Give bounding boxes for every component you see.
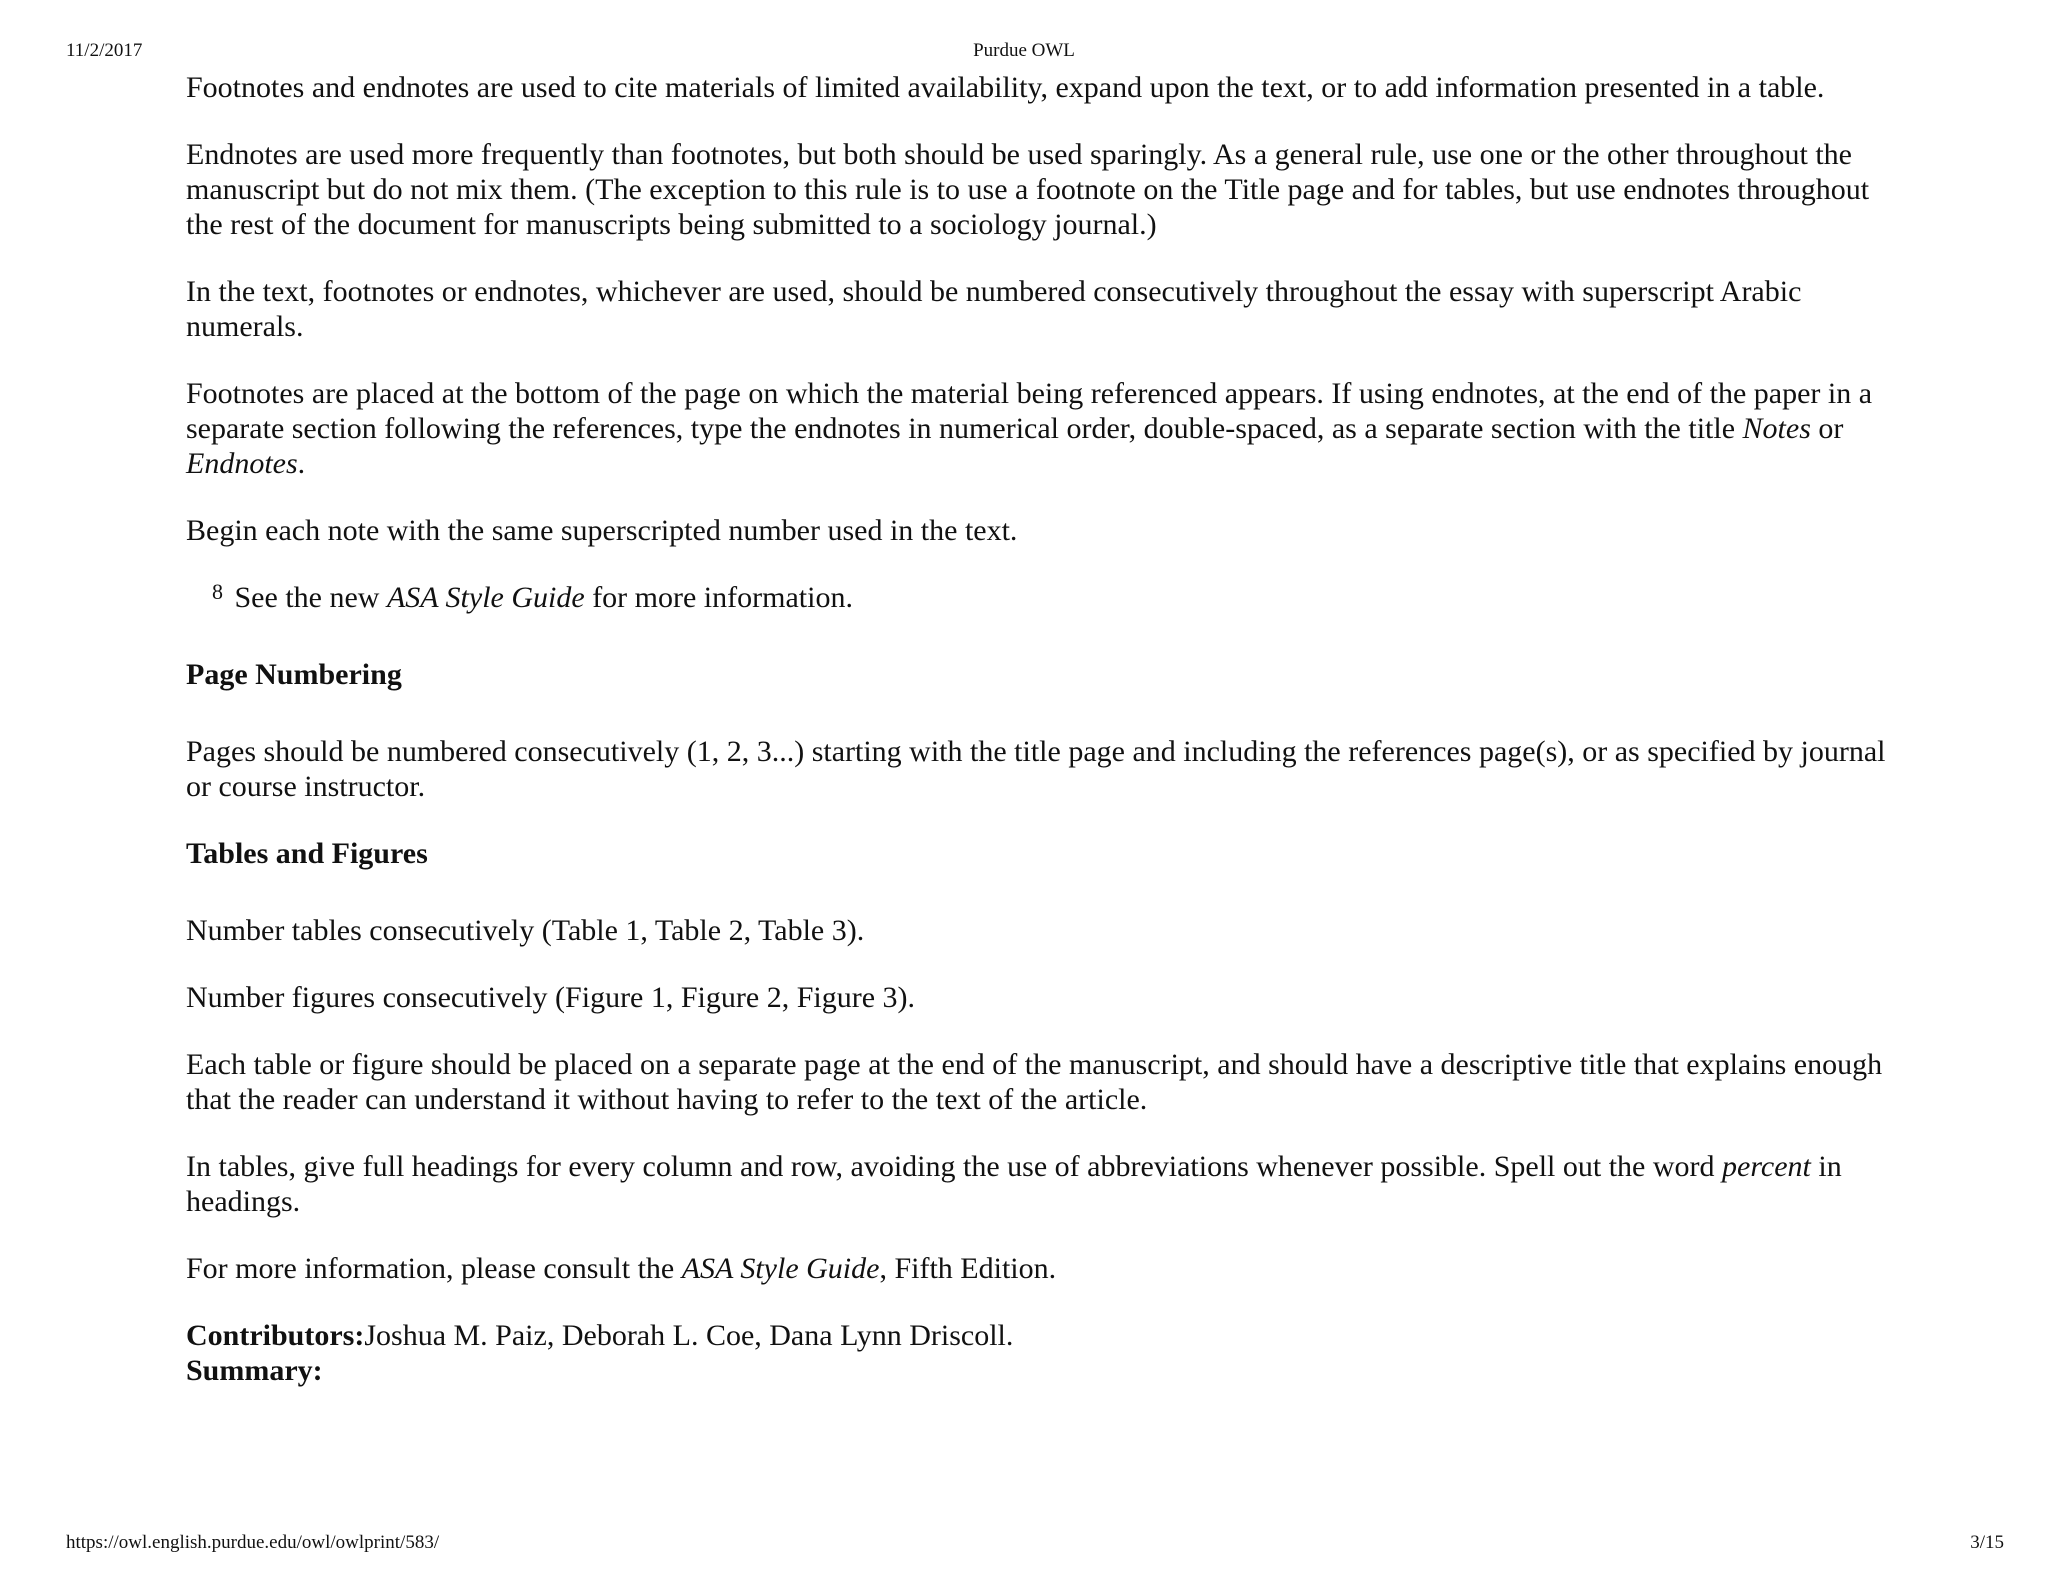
page-number: 3/15 xyxy=(1970,1532,2004,1553)
footnote-number: 8 xyxy=(212,579,223,604)
text-run: . xyxy=(297,447,306,480)
text-run: , Fifth Edition. xyxy=(879,1252,1057,1285)
paragraph-more-info xyxy=(186,1251,1906,1286)
summary-line xyxy=(186,1353,1906,1388)
paragraph-table-placement: Each table or figure should be placed on a separate page at the end of the manuscript, and should have a descriptive title that explains enough that the reader can understand it without having to refer to the text of the article. xyxy=(186,1048,1883,1116)
text-run: For more information, please consult the xyxy=(186,1252,682,1285)
emphasis-style-guide: ASA Style Guide xyxy=(386,581,585,614)
paragraph-number-figures: Number figures consecutively (Figure 1, Figure 2, Figure 3). xyxy=(186,981,916,1014)
emphasis-notes: Notes xyxy=(1742,412,1811,445)
print-header xyxy=(0,40,2048,64)
paragraph-begin-note: Begin each note with the same superscripted number used in the text. xyxy=(186,514,1018,547)
paragraph-footnotes-purpose: Footnotes and endnotes are used to cite materials of limited availability, expand upon the text, or to add information presented in a table. xyxy=(186,71,1825,104)
summary-label: Summary: xyxy=(186,1354,323,1387)
text-run: in headings. xyxy=(186,1150,1842,1218)
contributors-line xyxy=(186,1318,1906,1353)
contributors-value: Joshua M. Paiz, Deborah L. Coe, Dana Lynn Driscoll. xyxy=(364,1319,1014,1352)
text-run: In tables, give full headings for every column and row, avoiding the use of abbreviations whenever possible. Spell out the word xyxy=(186,1150,1723,1183)
emphasis-style-guide: ASA Style Guide xyxy=(681,1252,880,1285)
page-url: https://owl.english.purdue.edu/owl/owlprint/583/ xyxy=(66,1532,440,1553)
paragraph-page-numbering: Pages should be numbered consecutively (1, 2, 3...) starting with the title page and including the references page(s), or as specified by journal or course instructor. xyxy=(186,735,1886,803)
document-body xyxy=(186,70,1906,1388)
text-run: Footnotes are placed at the bottom of the page on which the material being referenced appears. If using endnotes, at the end of the paper in a separate section following the references, type the endnotes in numerical order, double-spaced, as a separate section with the title xyxy=(186,377,1873,445)
paragraph-number-tables: Number tables consecutively (Table 1, Table 2, Table 3). xyxy=(186,914,865,947)
contributors-label: Contributors: xyxy=(186,1319,365,1352)
text-run: See the new xyxy=(227,581,387,614)
text-run: or xyxy=(1810,412,1844,445)
heading-page-numbering: Page Numbering xyxy=(186,658,402,691)
emphasis-endnotes: Endnotes xyxy=(186,447,298,480)
emphasis-percent: percent xyxy=(1722,1150,1811,1183)
paragraph-note-placement xyxy=(186,376,1906,481)
footnote-example xyxy=(212,580,1906,615)
paragraph-endnotes-frequency: Endnotes are used more frequently than footnotes, but both should be used sparingly. As a general rule, use one or the other throughout the manuscript but do not mix them. (The exception to this rule is to use a footnote on the Title page and for tables, but use endnotes throughout the rest of the document for manuscripts being submitted to a sociology journal.) xyxy=(186,138,1870,241)
print-date: 11/2/2017 xyxy=(66,40,143,61)
contributors-block xyxy=(186,1318,1906,1388)
heading-tables-figures: Tables and Figures xyxy=(186,837,428,870)
paragraph-numbering-notes: In the text, footnotes or endnotes, whichever are used, should be numbered consecutively throughout the essay with superscript Arabic numerals. xyxy=(186,275,1802,343)
text-run: for more information. xyxy=(584,581,853,614)
paragraph-table-headings xyxy=(186,1149,1906,1219)
page-title: Purdue OWL xyxy=(973,40,1075,61)
